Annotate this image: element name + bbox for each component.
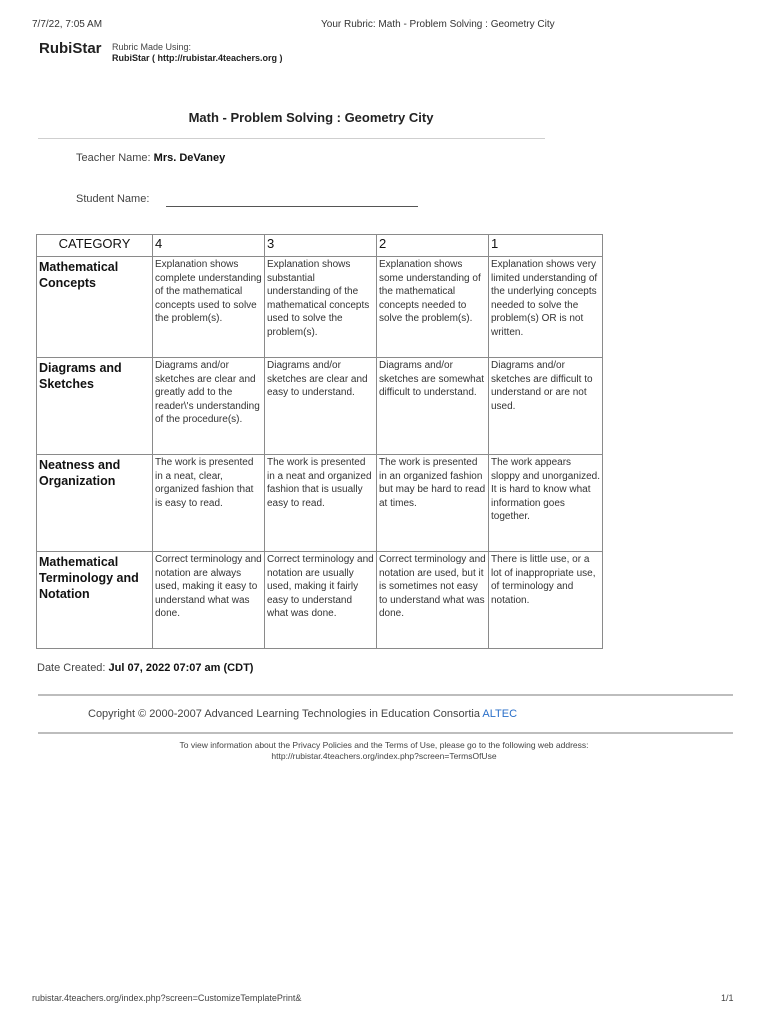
header-category: CATEGORY [37,235,153,257]
footer-divider-top [38,694,733,696]
rubric-header-row [37,235,603,257]
criteria-cell: Explanation shows complete understanding of the mathematical concepts used to solve the problem(s). [153,257,265,358]
student-name-blank [166,206,418,207]
criteria-cell: The work appears sloppy and unorganized. It is hard to know what information goes together. [489,455,603,552]
criteria-cell: Diagrams and/or sketches are clear and greatly add to the reader\'s understanding of the procedure(s). [153,358,265,455]
header-score-3: 3 [265,235,377,257]
copyright-text: Copyright © 2000-2007 Advanced Learning Technologies in Education Consortia [88,708,480,720]
date-created-value: Jul 07, 2022 07:07 am (CDT) [108,662,254,674]
rubistar-logo: RubiStar [39,40,102,57]
privacy-text: To view information about the Privacy Policies and the Terms of Use, please go to the following web address: [179,740,589,750]
criteria-cell: Correct terminology and notation are used, but it is sometimes not easy to understand what was done. [377,552,489,649]
date-created-label: Date Created: [37,662,106,674]
criteria-cell: There is little use, or a lot of inappropriate use, of terminology and notation. [489,552,603,649]
print-datetime: 7/7/22, 7:05 AM [32,19,103,30]
made-using-note [112,42,283,64]
criteria-cell: The work is presented in a neat, clear, organized fashion that is easy to read. [153,455,265,552]
criteria-cell: Diagrams and/or sketches are somewhat difficult to understand. [377,358,489,455]
teacher-name-value: Mrs. DeVaney [153,152,226,164]
altec-link[interactable]: ALTEC [482,708,518,720]
category-name: Neatness and Organization [37,455,153,552]
title-divider [38,138,545,139]
privacy-notice [0,740,768,762]
copyright-line [88,708,517,720]
criteria-cell: The work is presented in an organized fashion but may be hard to read at times. [377,455,489,552]
table-row [37,552,603,649]
print-page-number: 1/1 [721,993,734,1003]
made-using-link[interactable]: RubiStar ( http://rubistar.4teachers.org ) [112,53,283,63]
teacher-name-label: Teacher Name: [76,152,151,164]
date-created-line [37,662,253,674]
criteria-cell: Explanation shows very limited understanding of the underlying concepts needed to solve the problem(s) OR is not written. [489,257,603,358]
criteria-cell: Correct terminology and notation are usually used, making it fairly easy to understand what was done. [265,552,377,649]
rubric-title: Math - Problem Solving : Geometry City [188,110,434,125]
print-footer-url: rubistar.4teachers.org/index.php?screen=CustomizeTemplatePrint& [32,993,302,1003]
criteria-cell: Correct terminology and notation are always used, making it easy to understand what was done. [153,552,265,649]
table-row [37,455,603,552]
category-name: Mathematical Terminology and Notation [37,552,153,649]
header-score-1: 1 [489,235,603,257]
table-row [37,257,603,358]
criteria-cell: Explanation shows substantial understanding of the mathematical concepts used to solve the problem(s). [265,257,377,358]
criteria-cell: Diagrams and/or sketches are clear and easy to understand. [265,358,377,455]
footer-divider-bottom [38,732,733,734]
table-row [37,358,603,455]
criteria-cell: Diagrams and/or sketches are difficult to understand or are not used. [489,358,603,455]
header-score-4: 4 [153,235,265,257]
print-page-title: Your Rubric: Math - Problem Solving : Geometry City [321,19,555,30]
criteria-cell: Explanation shows some understanding of the mathematical concepts needed to solve the problem(s). [377,257,489,358]
teacher-name-line [76,152,225,164]
made-using-label: Rubric Made Using: [112,42,192,52]
terms-of-use-url: http://rubistar.4teachers.org/index.php?screen=TermsOfUse [271,751,497,761]
student-name-label: Student Name: [76,193,150,205]
criteria-cell: The work is presented in a neat and organized fashion that is usually easy to read. [265,455,377,552]
rubric-table [36,234,603,649]
category-name: Diagrams and Sketches [37,358,153,455]
header-score-2: 2 [377,235,489,257]
category-name: Mathematical Concepts [37,257,153,358]
